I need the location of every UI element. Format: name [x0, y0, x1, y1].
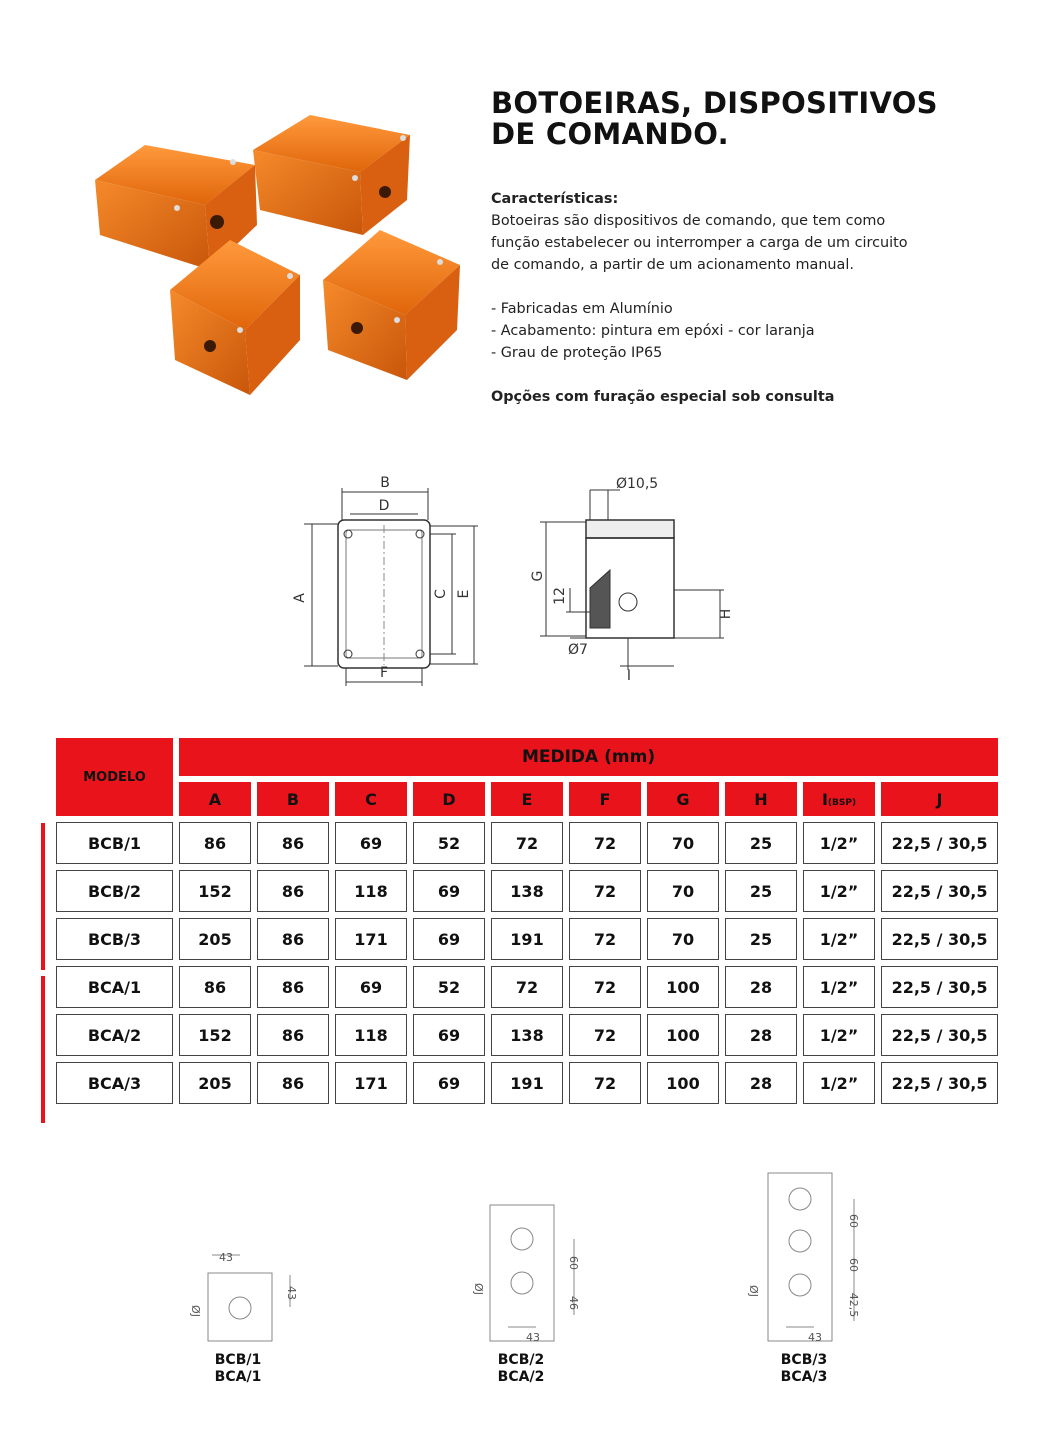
- value-cell: 100: [647, 966, 719, 1008]
- value-cell: 28: [725, 1062, 797, 1104]
- value-cell: 22,5 / 30,5: [881, 1014, 998, 1056]
- dim-dia-j: ØJ: [747, 1285, 760, 1297]
- col-header: J: [881, 782, 998, 816]
- value-cell: 100: [647, 1062, 719, 1104]
- dim-dia-j: ØJ: [189, 1305, 202, 1317]
- value-cell: 118: [335, 1014, 407, 1056]
- col-header-i: I(BSP): [803, 782, 875, 816]
- value-cell: 69: [335, 822, 407, 864]
- value-cell: 22,5 / 30,5: [881, 918, 998, 960]
- col-header: F: [569, 782, 641, 816]
- value-cell: 205: [179, 918, 251, 960]
- value-cell: 22,5 / 30,5: [881, 822, 998, 864]
- model-cell: BCA/1: [56, 966, 173, 1008]
- value-cell: 70: [647, 918, 719, 960]
- value-cell: 86: [257, 822, 329, 864]
- value-cell: 191: [491, 1062, 563, 1104]
- table-row: [56, 918, 998, 960]
- model-cell: BCB/1: [56, 822, 173, 864]
- technical-drawing: [290, 470, 740, 695]
- dim-label-i: I: [626, 668, 632, 684]
- title-line-1: BOTOEIRAS, DISPOSITIVOS: [491, 86, 938, 120]
- drilling-label-3: BCB/3 BCA/3: [780, 1352, 828, 1385]
- value-cell: 100: [647, 1014, 719, 1056]
- value-cell: 152: [179, 870, 251, 912]
- value-cell: 52: [413, 966, 485, 1008]
- value-cell: 72: [569, 870, 641, 912]
- value-cell: 72: [569, 822, 641, 864]
- model-cell: BCA/3: [56, 1062, 173, 1104]
- value-cell: 138: [491, 870, 563, 912]
- dimensions-table: [50, 732, 1004, 1110]
- dim-label-h: H: [718, 608, 734, 620]
- value-cell: 72: [491, 966, 563, 1008]
- features-section: [491, 188, 1021, 408]
- drilling-diagram-3: [747, 1173, 860, 1344]
- enclosure-4: [323, 230, 460, 380]
- col-header: C: [335, 782, 407, 816]
- dim-dia-j: ØJ: [472, 1283, 485, 1295]
- value-cell: 171: [335, 1062, 407, 1104]
- value-cell: 69: [413, 918, 485, 960]
- value-cell: 138: [491, 1014, 563, 1056]
- dim-60: 60: [847, 1258, 860, 1272]
- value-cell: 86: [257, 1062, 329, 1104]
- dim-43: 43: [285, 1286, 298, 1300]
- value-cell: 25: [725, 918, 797, 960]
- model-cell: BCB/3: [56, 918, 173, 960]
- col-header: A: [179, 782, 251, 816]
- value-cell: 72: [569, 918, 641, 960]
- value-cell: 69: [335, 966, 407, 1008]
- table-row: [56, 1062, 998, 1104]
- col-header: E: [491, 782, 563, 816]
- value-cell: 25: [725, 822, 797, 864]
- dim-label-b: B: [380, 475, 390, 491]
- value-cell: 152: [179, 1014, 251, 1056]
- dim-43: 43: [219, 1251, 233, 1264]
- value-cell: 171: [335, 918, 407, 960]
- value-cell: 70: [647, 822, 719, 864]
- value-cell: 22,5 / 30,5: [881, 870, 998, 912]
- model-cell: BCA/2: [56, 1014, 173, 1056]
- value-cell: 22,5 / 30,5: [881, 966, 998, 1008]
- dim-46: 46: [567, 1296, 580, 1310]
- drilling-diagram-1: [189, 1251, 298, 1341]
- value-cell: 22,5 / 30,5: [881, 1062, 998, 1104]
- dim-label-d: D: [378, 498, 390, 514]
- drilling-label-1: BCB/1 BCA/1: [214, 1352, 262, 1385]
- features-text-3: de comando, a partir de um acionamento manual.: [491, 257, 854, 273]
- bullet-item: - Acabamento: pintura em epóxi - cor laranja: [491, 323, 815, 339]
- dim-60: 60: [847, 1214, 860, 1228]
- col-header: H: [725, 782, 797, 816]
- table-row: [56, 966, 998, 1008]
- bcb-group-bar: [41, 823, 45, 970]
- table-row: [56, 822, 998, 864]
- dim-label-12: 12: [552, 587, 568, 605]
- value-cell: 72: [491, 822, 563, 864]
- model-cell: BCB/2: [56, 870, 173, 912]
- dim-60: 60: [567, 1256, 580, 1270]
- dim-43: 43: [808, 1331, 822, 1344]
- dim-label-g: G: [530, 570, 546, 582]
- title-line-2: DE COMANDO.: [491, 117, 729, 151]
- value-cell: 1/2”: [803, 1062, 875, 1104]
- value-cell: 86: [257, 1014, 329, 1056]
- value-cell: 1/2”: [803, 918, 875, 960]
- value-cell: 1/2”: [803, 870, 875, 912]
- value-cell: 70: [647, 870, 719, 912]
- value-cell: 191: [491, 918, 563, 960]
- dim-42-5: 42,5: [847, 1292, 860, 1318]
- table-row: [56, 870, 998, 912]
- drilling-diagrams: [170, 1165, 890, 1355]
- value-cell: 72: [569, 1062, 641, 1104]
- value-cell: 52: [413, 822, 485, 864]
- value-cell: 1/2”: [803, 1014, 875, 1056]
- col-header: B: [257, 782, 329, 816]
- table-body: [56, 822, 998, 1104]
- bca-group-bar: [41, 976, 45, 1123]
- side-view-lid: [586, 520, 674, 538]
- value-cell: 86: [179, 822, 251, 864]
- product-photo: [85, 110, 470, 400]
- drilling-diagram-2: [472, 1205, 580, 1344]
- features-text-2: função estabelecer ou interromper a carga de um circuito: [491, 235, 908, 251]
- col-header: G: [647, 782, 719, 816]
- page-title: [491, 88, 1011, 150]
- bullet-item: - Grau de proteção IP65: [491, 345, 663, 361]
- value-cell: 205: [179, 1062, 251, 1104]
- value-cell: 69: [413, 870, 485, 912]
- value-cell: 72: [569, 966, 641, 1008]
- dim-label-e: E: [456, 589, 472, 599]
- side-view-section: [590, 570, 610, 628]
- drilling-label-2: BCB/2 BCA/2: [497, 1352, 545, 1385]
- value-cell: 69: [413, 1062, 485, 1104]
- value-cell: 1/2”: [803, 822, 875, 864]
- value-cell: 69: [413, 1014, 485, 1056]
- dim-label-a: A: [292, 593, 308, 603]
- value-cell: 86: [257, 966, 329, 1008]
- value-cell: 86: [257, 918, 329, 960]
- enclosure-2: [253, 115, 410, 235]
- value-cell: 86: [179, 966, 251, 1008]
- dim-label-c: C: [433, 589, 449, 599]
- measure-header: MEDIDA (mm): [179, 738, 998, 776]
- value-cell: 86: [257, 870, 329, 912]
- value-cell: 72: [569, 1014, 641, 1056]
- value-cell: 28: [725, 966, 797, 1008]
- table-row: [56, 1014, 998, 1056]
- dim-43: 43: [526, 1331, 540, 1344]
- options-note: Opções com furação especial sob consulta: [491, 389, 835, 405]
- col-header: D: [413, 782, 485, 816]
- value-cell: 1/2”: [803, 966, 875, 1008]
- value-cell: 118: [335, 870, 407, 912]
- value-cell: 25: [725, 870, 797, 912]
- dim-label-dia7: Ø7: [568, 642, 588, 658]
- dim-label-f: F: [379, 665, 389, 681]
- dim-label-dia105: Ø10,5: [616, 476, 659, 492]
- value-cell: 28: [725, 1014, 797, 1056]
- model-header: MODELO: [56, 738, 173, 816]
- features-heading: Características:: [491, 191, 619, 207]
- bullet-item: - Fabricadas em Alumínio: [491, 301, 673, 317]
- features-text-1: Botoeiras são dispositivos de comando, que tem como: [491, 213, 886, 229]
